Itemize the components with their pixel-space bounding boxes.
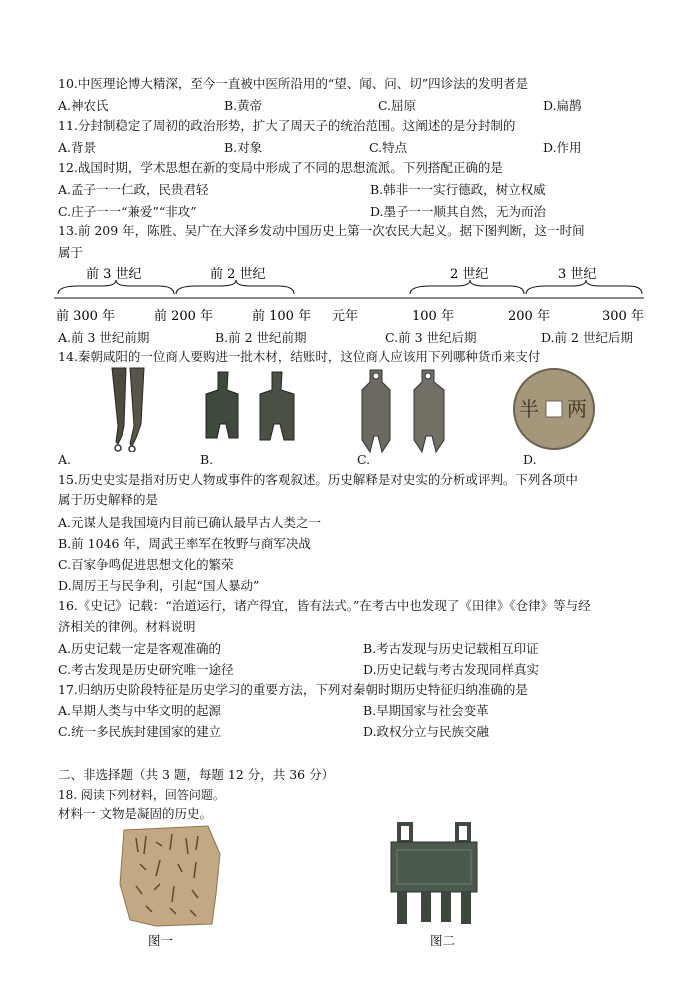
- knife-coin-image: [96, 366, 158, 452]
- q15-option-b: B.前 1046 年，周武王率军在牧野与商军决战: [58, 536, 311, 551]
- q15-stem-line2: 属于历史解释的是: [58, 492, 159, 507]
- bracket-label-bc2: 前 2 世纪: [210, 267, 266, 282]
- section2-title: 二、非选择题（共 3 题，每题 12 分，共 36 分）: [58, 767, 335, 782]
- bracket-label-ad3: 3 世纪: [558, 267, 597, 282]
- q12-option-b: B.韩非一一实行德政，树立权威: [370, 182, 546, 197]
- tick-ad100: 100 年: [412, 309, 454, 324]
- oracle-bone-image: [116, 824, 226, 928]
- q10-option-c: C.屈原: [378, 98, 417, 113]
- q14-stem: 14.秦朝咸阳的一位商人要购进一批木材，结账时，这位商人应该用下列哪种货币来支付: [58, 349, 541, 364]
- tick-ad300: 300 年: [602, 309, 644, 324]
- bracket-ad2: [410, 280, 524, 294]
- figure1-caption: 图一: [148, 933, 174, 948]
- q14-label-c: C.: [357, 452, 371, 467]
- q14-label-b: B.: [200, 452, 214, 467]
- q11-option-b: B.对象: [224, 140, 263, 155]
- q16-stem-line2: 济相关的律例。材料说明: [58, 619, 196, 634]
- q14-label-d: D.: [523, 452, 537, 467]
- q16-option-b: B.考古发现与历史记载相互印证: [363, 641, 539, 656]
- q13-option-b: B.前 2 世纪前期: [215, 330, 307, 345]
- q13-option-c: C.前 3 世纪后期: [385, 330, 477, 345]
- q17-option-d: D.政权分立与民族交融: [363, 724, 490, 739]
- q17-stem: 17.归纳历史阶段特征是历史学习的重要方法，下列对秦朝时期历史特征归纳准确的是: [58, 682, 528, 697]
- bracket-label-bc3: 前 3 世纪: [86, 267, 142, 282]
- bracket-bc2: [176, 280, 294, 294]
- q10-option-d: D.扁鹊: [543, 98, 582, 113]
- q17-option-a: A.早期人类与中华文明的起源: [58, 703, 222, 718]
- q11-option-a: A.背景: [58, 140, 97, 155]
- banliang-coin-image: [511, 366, 597, 452]
- bronze-ding-image: [385, 822, 483, 928]
- tick-bc200: 前 200 年: [154, 309, 214, 324]
- timeline-diagram: [50, 262, 650, 324]
- q10-option-b: B.黄帝: [224, 98, 263, 113]
- figure2-caption: 图二: [430, 933, 456, 948]
- spade-coin-image: [198, 368, 308, 454]
- q12-option-a: A.孟子一一仁政，民贵君轻: [58, 182, 209, 197]
- q10-option-a: A.神农氏: [58, 98, 109, 113]
- coin-char-ban: 半: [519, 397, 539, 421]
- q13-option-a: A.前 3 世纪前期: [58, 330, 150, 345]
- q17-option-c: C.统一多民族封建国家的建立: [58, 724, 222, 739]
- q16-option-a: A.历史记载一定是客观准确的: [58, 641, 222, 656]
- tick-bc100: 前 100 年: [252, 309, 312, 324]
- q12-option-c: C.庄子一一“兼爱”“非攻”: [58, 204, 197, 219]
- coin-char-liang: 两: [567, 397, 587, 421]
- q13-option-d: D.前 2 世纪后期: [541, 330, 633, 345]
- q13-stem-line1: 13.前 209 年，陈胜、吴广在大泽乡发动中国历史上第一次农民大起义。据下图判断，这一时间: [58, 223, 585, 238]
- q10-stem: 10.中医理论博大精深，至今一直被中医所沿用的“望、闻、问、切”四诊法的发明者是: [58, 76, 529, 91]
- q15-option-c: C.百家争鸣促进思想文化的繁荣: [58, 557, 234, 572]
- q17-option-b: B.早期国家与社会变革: [363, 703, 489, 718]
- q14-label-a: A.: [58, 452, 72, 467]
- q16-option-c: C.考古发现是历史研究唯一途径: [58, 662, 234, 677]
- q18-stem: 18. 阅读下列材料，回答问题。: [58, 788, 225, 802]
- tick-year1: 元年: [332, 309, 359, 324]
- bracket-bc3: [58, 280, 174, 294]
- q15-option-d: D.周厉王与民争利，引起“国人暴动”: [58, 578, 260, 593]
- q11-option-c: C.特点: [369, 140, 408, 155]
- bracket-ad3: [526, 280, 642, 294]
- q15-stem-line1: 15.历史史实是指对历史人物或事件的客观叙述。历史解释是对史实的分析或评判。下列各项中: [58, 472, 578, 487]
- q16-option-d: D.历史记载与考古发现同样真实: [363, 662, 540, 677]
- q13-stem-line2: 属于: [58, 245, 84, 260]
- q11-stem: 11.分封制稳定了周初的政治形势，扩大了周天子的统治范围。这阐述的是分封制的: [58, 118, 516, 133]
- tick-ad200: 200 年: [508, 309, 550, 324]
- pointed-spade-coin-image: [352, 366, 462, 458]
- q11-option-d: D.作用: [543, 140, 582, 155]
- material1-heading: 材料一 文物是凝固的历史。: [58, 806, 212, 821]
- q15-option-a: A.元谋人是我国境内目前已确认最早古人类之一: [58, 515, 322, 530]
- q16-stem-line1: 16.《史记》记载：“治道运行，诸产得宜，皆有法式。”在考古中也发现了《田律》《仓律》等与经: [58, 598, 591, 613]
- tick-bc300: 前 300 年: [56, 309, 116, 324]
- q12-option-d: D.墨子一一顺其自然，无为而治: [370, 204, 547, 219]
- bracket-label-ad2: 2 世纪: [450, 267, 489, 282]
- q12-stem: 12.战国时期，学术思想在新的变局中形成了不同的思想流派。下列搭配正确的是: [58, 160, 503, 175]
